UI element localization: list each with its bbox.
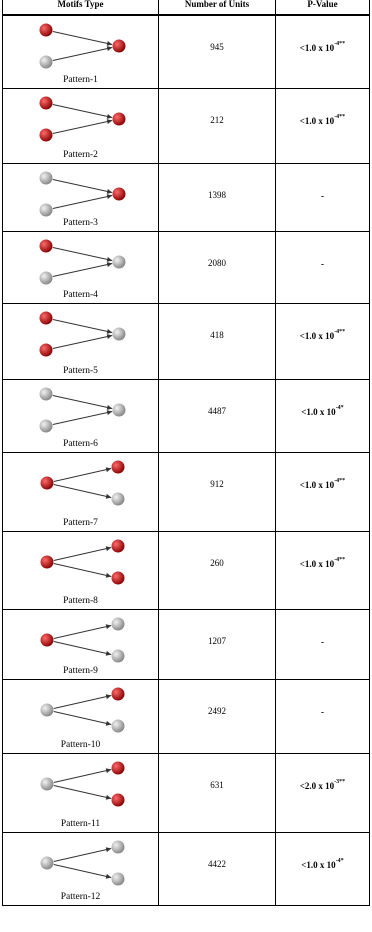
arrowhead <box>107 257 112 262</box>
table-row <box>3 833 369 905</box>
red-node <box>40 129 53 142</box>
p-value-cell <box>276 453 369 531</box>
edge-line <box>54 712 111 725</box>
red-node <box>40 97 53 110</box>
table-row <box>3 532 369 610</box>
table-row <box>3 304 369 380</box>
p-value-base: <1.0 x 10 <box>301 860 336 870</box>
p-value-cell <box>276 89 369 163</box>
p-value-base: - <box>321 637 324 647</box>
motif-diagram <box>31 386 141 436</box>
p-value-cell <box>276 304 369 379</box>
arrowhead <box>106 795 111 800</box>
edge-line <box>54 548 111 561</box>
pattern-label: Pattern-4 <box>63 290 98 300</box>
arrowhead <box>106 467 111 472</box>
edge-line <box>54 770 111 783</box>
arrowhead <box>107 119 112 124</box>
pattern-label: Pattern-8 <box>63 596 98 606</box>
arrowhead <box>107 405 112 410</box>
edge-line <box>54 642 111 655</box>
edge-line <box>53 195 112 208</box>
motif-diagram <box>31 95 141 145</box>
arrowhead <box>106 494 111 499</box>
arrowhead <box>107 114 112 119</box>
edge-line <box>53 104 112 117</box>
red-node <box>40 240 53 253</box>
p-value-exponent: -4* <box>335 858 344 864</box>
motifs-table <box>2 0 370 906</box>
gray-node <box>112 720 125 733</box>
p-value-cell <box>276 754 369 832</box>
edge-line <box>53 411 112 424</box>
p-value-exponent: -4* <box>335 405 344 411</box>
edge-line <box>54 865 111 878</box>
pattern-label: Pattern-9 <box>63 666 98 676</box>
arrowhead <box>106 573 111 578</box>
units-value: 631 <box>210 780 224 790</box>
motif-cell <box>3 532 159 609</box>
edge-line <box>53 120 112 133</box>
arrowhead <box>107 46 112 51</box>
p-value-base: <1.0 x 10 <box>299 43 335 53</box>
pattern-label: Pattern-3 <box>63 218 98 228</box>
red-node <box>112 572 125 585</box>
edge-line <box>53 179 112 192</box>
table-row <box>3 754 369 833</box>
p-value-cell <box>276 232 369 303</box>
units-value: 912 <box>210 479 224 489</box>
arrowhead <box>106 624 111 629</box>
red-node <box>112 762 125 775</box>
table-body <box>3 16 369 905</box>
gray-node <box>112 873 125 886</box>
edge-line <box>54 485 111 498</box>
table-header <box>3 0 369 16</box>
pattern-label: Pattern-1 <box>63 75 98 85</box>
units-value: 1207 <box>208 636 226 646</box>
pattern-label: Pattern-6 <box>63 439 98 449</box>
header-p-value: P-Value <box>307 0 338 9</box>
arrowhead <box>106 768 111 773</box>
motif-cell <box>3 89 159 163</box>
motif-cell <box>3 453 159 531</box>
table-row <box>3 89 369 164</box>
p-value-exponent: -4** <box>334 41 346 47</box>
units-value: 260 <box>210 558 224 568</box>
red-node <box>40 312 53 325</box>
units-value: 4422 <box>208 859 226 869</box>
arrowhead <box>106 847 111 852</box>
edge-line <box>54 849 111 862</box>
units-cell <box>159 89 276 163</box>
motif-cell <box>3 833 159 905</box>
arrowhead <box>107 262 112 267</box>
red-node <box>112 540 125 553</box>
gray-node <box>112 493 125 506</box>
gray-node <box>40 272 53 285</box>
edge-line <box>54 696 111 709</box>
gray-node <box>113 328 126 341</box>
gray-node <box>40 56 53 69</box>
motif-diagram <box>31 839 141 889</box>
pattern-label: Pattern-12 <box>60 892 101 902</box>
gray-node <box>41 704 54 717</box>
pattern-label: Pattern-11 <box>60 819 101 829</box>
gray-node <box>40 204 53 217</box>
red-node <box>113 188 126 201</box>
motif-cell <box>3 232 159 303</box>
gray-node <box>40 420 53 433</box>
motif-cell <box>3 164 159 231</box>
p-value-cell <box>276 833 369 905</box>
table-row <box>3 680 369 754</box>
edge-line <box>53 335 112 348</box>
arrowhead <box>107 41 112 46</box>
motif-cell <box>3 16 159 88</box>
motif-cell <box>3 680 159 753</box>
units-value: 212 <box>210 115 224 125</box>
units-cell <box>159 610 276 679</box>
arrowhead <box>106 546 111 551</box>
units-value: 1398 <box>208 190 226 200</box>
edge-line <box>54 564 111 577</box>
motif-diagram <box>31 459 141 509</box>
arrowhead <box>106 651 111 656</box>
arrowhead <box>106 874 111 879</box>
red-node <box>112 794 125 807</box>
p-value-exponent: -3** <box>334 779 346 785</box>
red-node <box>41 556 54 569</box>
p-value-cell <box>276 164 369 231</box>
units-cell <box>159 380 276 452</box>
gray-node <box>112 841 125 854</box>
motif-cell <box>3 380 159 452</box>
p-value-cell <box>276 16 369 88</box>
gray-node <box>40 388 53 401</box>
edge-line <box>53 47 112 60</box>
gray-node <box>113 256 126 269</box>
pattern-label: Pattern-7 <box>63 518 98 528</box>
gray-node <box>40 172 53 185</box>
arrowhead <box>107 410 112 415</box>
pattern-label: Pattern-2 <box>63 150 98 160</box>
red-node <box>112 688 125 701</box>
gray-node <box>41 857 54 870</box>
red-node <box>40 344 53 357</box>
edge-line <box>54 469 111 482</box>
motif-diagram <box>31 170 141 220</box>
header-motifs-type: Motifs Type <box>3 0 159 14</box>
p-value-exponent: -4** <box>334 329 346 335</box>
units-cell <box>159 680 276 753</box>
p-value-cell <box>276 380 369 452</box>
units-value: 945 <box>210 42 224 52</box>
arrowhead <box>107 334 112 339</box>
motif-diagram <box>31 238 141 288</box>
edge-line <box>53 247 112 260</box>
p-value-exponent: -4** <box>334 478 346 484</box>
edge-line <box>53 263 112 276</box>
p-value-base: <1.0 x 10 <box>299 480 335 490</box>
edge-line <box>54 786 111 799</box>
arrowhead <box>106 721 111 726</box>
table-row <box>3 453 369 532</box>
motif-cell <box>3 304 159 379</box>
motif-diagram <box>31 760 141 810</box>
p-value-exponent: -4** <box>334 557 346 563</box>
p-value-base: - <box>321 191 324 201</box>
units-cell <box>159 232 276 303</box>
edge-line <box>54 626 111 639</box>
pattern-label: Pattern-5 <box>63 366 98 376</box>
units-cell <box>159 16 276 88</box>
units-cell <box>159 833 276 905</box>
p-value-base: <1.0 x 10 <box>299 116 335 126</box>
table-row <box>3 610 369 680</box>
gray-node <box>41 778 54 791</box>
edge-line <box>53 395 112 408</box>
p-value-base: <1.0 x 10 <box>299 331 335 341</box>
red-node <box>113 40 126 53</box>
table-row <box>3 164 369 232</box>
motif-diagram <box>31 22 141 72</box>
edge-line <box>53 31 112 44</box>
arrowhead <box>107 189 112 194</box>
p-value-exponent: -4** <box>334 114 346 120</box>
p-value-cell <box>276 610 369 679</box>
motif-cell <box>3 610 159 679</box>
table-row <box>3 380 369 453</box>
gray-node <box>113 404 126 417</box>
gray-node <box>112 650 125 663</box>
p-value-base: <1.0 x 10 <box>299 559 335 569</box>
arrowhead <box>107 194 112 199</box>
p-value-cell <box>276 532 369 609</box>
red-node <box>112 461 125 474</box>
p-value-base: <1.0 x 10 <box>301 407 336 417</box>
red-node <box>41 477 54 490</box>
p-value-base: - <box>321 259 324 269</box>
units-cell <box>159 754 276 832</box>
edge-line <box>53 319 112 332</box>
units-cell <box>159 532 276 609</box>
units-value: 4487 <box>208 406 226 416</box>
units-cell <box>159 164 276 231</box>
gray-node <box>112 618 125 631</box>
units-value: 2492 <box>208 706 226 716</box>
table-row <box>3 232 369 304</box>
motif-diagram <box>31 538 141 588</box>
units-value: 418 <box>210 330 224 340</box>
motif-diagram <box>31 686 141 736</box>
red-node <box>113 113 126 126</box>
p-value-cell <box>276 680 369 753</box>
red-node <box>40 24 53 37</box>
units-cell <box>159 304 276 379</box>
p-value-base: - <box>321 707 324 717</box>
header-number-of-units: Number of Units <box>159 0 276 14</box>
units-value: 2080 <box>208 258 226 268</box>
arrowhead <box>106 694 111 699</box>
p-value-base: <2.0 x 10 <box>299 781 335 791</box>
table-row <box>3 16 369 89</box>
red-node <box>41 634 54 647</box>
motif-diagram <box>31 616 141 666</box>
arrowhead <box>107 329 112 334</box>
motif-diagram <box>31 310 141 360</box>
motif-cell <box>3 754 159 832</box>
units-cell <box>159 453 276 531</box>
pattern-label: Pattern-10 <box>60 740 101 750</box>
